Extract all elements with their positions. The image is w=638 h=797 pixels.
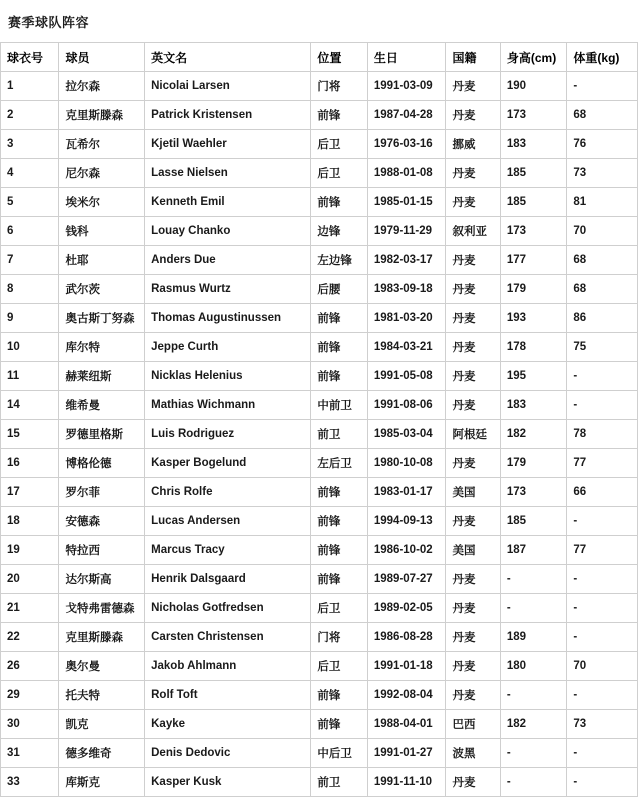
cell-birthday: 1992-08-04 [367,681,446,710]
cell-player: 瓦希尔 [59,130,145,159]
cell-height: - [500,594,567,623]
cell-player: 杜耶 [59,246,145,275]
cell-position: 后卫 [311,130,367,159]
cell-weight: 86 [567,304,638,333]
cell-english-name: Rasmus Wurtz [145,275,311,304]
cell-height: 183 [500,130,567,159]
column-header-english-name: 英文名 [145,43,311,72]
cell-height: 185 [500,507,567,536]
cell-position: 前锋 [311,710,367,739]
column-header-nationality: 国籍 [446,43,500,72]
cell-jersey: 5 [1,188,59,217]
cell-birthday: 1988-01-08 [367,159,446,188]
cell-player: 赫莱纽斯 [59,362,145,391]
cell-height: 190 [500,72,567,101]
cell-position: 前锋 [311,565,367,594]
cell-nationality: 丹麦 [446,333,500,362]
cell-player: 戈特弗雷德森 [59,594,145,623]
cell-position: 左边锋 [311,246,367,275]
cell-player: 达尔斯高 [59,565,145,594]
column-header-height: 身高(cm) [500,43,567,72]
cell-jersey: 10 [1,333,59,362]
cell-nationality: 丹麦 [446,681,500,710]
cell-birthday: 1987-04-28 [367,101,446,130]
column-header-birthday: 生日 [367,43,446,72]
cell-nationality: 叙利亚 [446,217,500,246]
table-row [1,420,638,449]
cell-jersey: 2 [1,101,59,130]
table-row [1,246,638,275]
cell-birthday: 1984-03-21 [367,333,446,362]
cell-position: 前锋 [311,304,367,333]
cell-weight: - [567,72,638,101]
cell-birthday: 1994-09-13 [367,507,446,536]
cell-english-name: Lasse Nielsen [145,159,311,188]
cell-position: 前锋 [311,333,367,362]
cell-english-name: Patrick Kristensen [145,101,311,130]
cell-birthday: 1983-01-17 [367,478,446,507]
cell-height: 177 [500,246,567,275]
cell-player: 德多维奇 [59,739,145,768]
cell-jersey: 8 [1,275,59,304]
cell-weight: - [567,739,638,768]
cell-nationality: 丹麦 [446,246,500,275]
cell-player: 克里斯滕森 [59,101,145,130]
cell-jersey: 1 [1,72,59,101]
cell-birthday: 1989-07-27 [367,565,446,594]
table-header [1,43,638,72]
cell-weight: 70 [567,217,638,246]
cell-birthday: 1986-08-28 [367,623,446,652]
cell-position: 门将 [311,623,367,652]
cell-weight: 73 [567,159,638,188]
cell-position: 前卫 [311,420,367,449]
cell-position: 前锋 [311,101,367,130]
cell-english-name: Kenneth Emil [145,188,311,217]
cell-player: 尼尔森 [59,159,145,188]
table-row [1,507,638,536]
cell-height: 173 [500,217,567,246]
cell-birthday: 1980-10-08 [367,449,446,478]
cell-english-name: Kasper Bogelund [145,449,311,478]
cell-nationality: 丹麦 [446,391,500,420]
cell-jersey: 14 [1,391,59,420]
cell-english-name: Rolf Toft [145,681,311,710]
cell-height: - [500,768,567,797]
cell-weight: - [567,681,638,710]
cell-height: 173 [500,478,567,507]
cell-jersey: 22 [1,623,59,652]
cell-position: 后卫 [311,159,367,188]
cell-height: 179 [500,275,567,304]
cell-jersey: 31 [1,739,59,768]
cell-height: - [500,681,567,710]
cell-nationality: 挪威 [446,130,500,159]
cell-english-name: Kjetil Waehler [145,130,311,159]
cell-position: 前锋 [311,536,367,565]
cell-position: 前锋 [311,507,367,536]
table-row [1,623,638,652]
cell-height: - [500,565,567,594]
cell-weight: 75 [567,333,638,362]
cell-height: 180 [500,652,567,681]
cell-jersey: 18 [1,507,59,536]
cell-jersey: 21 [1,594,59,623]
cell-jersey: 20 [1,565,59,594]
cell-nationality: 丹麦 [446,101,500,130]
cell-position: 后腰 [311,275,367,304]
cell-nationality: 丹麦 [446,159,500,188]
cell-position: 后卫 [311,652,367,681]
cell-jersey: 4 [1,159,59,188]
cell-birthday: 1985-03-04 [367,420,446,449]
cell-jersey: 16 [1,449,59,478]
table-row [1,275,638,304]
cell-player: 库尔特 [59,333,145,362]
cell-jersey: 7 [1,246,59,275]
cell-weight: 73 [567,710,638,739]
cell-english-name: Carsten Christensen [145,623,311,652]
cell-jersey: 29 [1,681,59,710]
cell-nationality: 丹麦 [446,72,500,101]
cell-weight: 77 [567,536,638,565]
column-header-position: 位置 [311,43,367,72]
cell-weight: 77 [567,449,638,478]
cell-height: 179 [500,449,567,478]
cell-jersey: 17 [1,478,59,507]
cell-position: 前锋 [311,362,367,391]
cell-birthday: 1982-03-17 [367,246,446,275]
table-row [1,478,638,507]
cell-english-name: Chris Rolfe [145,478,311,507]
cell-height: 183 [500,391,567,420]
cell-birthday: 1976-03-16 [367,130,446,159]
table-row [1,72,638,101]
cell-nationality: 丹麦 [446,623,500,652]
cell-english-name: Mathias Wichmann [145,391,311,420]
column-header-jersey: 球衣号 [1,43,59,72]
cell-player: 维希曼 [59,391,145,420]
cell-height: 187 [500,536,567,565]
cell-height: - [500,739,567,768]
cell-birthday: 1991-05-08 [367,362,446,391]
cell-player: 托夫特 [59,681,145,710]
cell-jersey: 15 [1,420,59,449]
cell-player: 钱科 [59,217,145,246]
cell-height: 185 [500,188,567,217]
cell-position: 前锋 [311,478,367,507]
cell-nationality: 丹麦 [446,275,500,304]
cell-nationality: 波黑 [446,739,500,768]
cell-birthday: 1991-11-10 [367,768,446,797]
cell-english-name: Nicholas Gotfredsen [145,594,311,623]
cell-position: 后卫 [311,594,367,623]
cell-player: 奥尔曼 [59,652,145,681]
cell-jersey: 3 [1,130,59,159]
cell-birthday: 1991-03-09 [367,72,446,101]
cell-player: 博格伦德 [59,449,145,478]
cell-english-name: Anders Due [145,246,311,275]
cell-player: 埃米尔 [59,188,145,217]
cell-english-name: Denis Dedovic [145,739,311,768]
cell-birthday: 1991-08-06 [367,391,446,420]
cell-weight: 68 [567,101,638,130]
cell-english-name: Luis Rodriguez [145,420,311,449]
cell-jersey: 26 [1,652,59,681]
cell-height: 185 [500,159,567,188]
cell-player: 库斯克 [59,768,145,797]
cell-weight: 68 [567,275,638,304]
table-row [1,362,638,391]
cell-jersey: 33 [1,768,59,797]
cell-position: 边锋 [311,217,367,246]
cell-nationality: 巴西 [446,710,500,739]
table-row [1,681,638,710]
cell-nationality: 丹麦 [446,768,500,797]
cell-english-name: Louay Chanko [145,217,311,246]
cell-english-name: Kasper Kusk [145,768,311,797]
cell-position: 中前卫 [311,391,367,420]
cell-jersey: 30 [1,710,59,739]
cell-position: 前锋 [311,681,367,710]
cell-position: 左后卫 [311,449,367,478]
cell-player: 克里斯滕森 [59,623,145,652]
roster-table [0,42,638,797]
cell-nationality: 丹麦 [446,652,500,681]
table-row [1,710,638,739]
cell-weight: 70 [567,652,638,681]
cell-english-name: Marcus Tracy [145,536,311,565]
cell-weight: - [567,623,638,652]
cell-height: 182 [500,420,567,449]
cell-player: 凯克 [59,710,145,739]
cell-birthday: 1988-04-01 [367,710,446,739]
cell-birthday: 1991-01-18 [367,652,446,681]
cell-height: 173 [500,101,567,130]
cell-weight: 68 [567,246,638,275]
cell-height: 195 [500,362,567,391]
table-row [1,130,638,159]
table-row [1,739,638,768]
cell-weight: 76 [567,130,638,159]
cell-position: 门将 [311,72,367,101]
table-row [1,333,638,362]
column-header-player: 球员 [59,43,145,72]
cell-nationality: 丹麦 [446,507,500,536]
cell-player: 罗德里格斯 [59,420,145,449]
cell-jersey: 9 [1,304,59,333]
cell-height: 178 [500,333,567,362]
cell-player: 安德森 [59,507,145,536]
cell-birthday: 1981-03-20 [367,304,446,333]
cell-player: 拉尔森 [59,72,145,101]
cell-player: 武尔茨 [59,275,145,304]
table-row [1,565,638,594]
cell-height: 182 [500,710,567,739]
cell-jersey: 11 [1,362,59,391]
cell-nationality: 丹麦 [446,565,500,594]
cell-nationality: 丹麦 [446,188,500,217]
cell-weight: 78 [567,420,638,449]
table-row [1,391,638,420]
cell-weight: 81 [567,188,638,217]
column-header-weight: 体重(kg) [567,43,638,72]
cell-english-name: Kayke [145,710,311,739]
cell-weight: - [567,507,638,536]
cell-player: 罗尔菲 [59,478,145,507]
table-row [1,594,638,623]
table-row [1,101,638,130]
table-body [1,72,638,797]
table-row [1,304,638,333]
cell-birthday: 1983-09-18 [367,275,446,304]
cell-english-name: Jeppe Curth [145,333,311,362]
cell-player: 奥古斯丁努森 [59,304,145,333]
cell-english-name: Nicolai Larsen [145,72,311,101]
cell-english-name: Nicklas Helenius [145,362,311,391]
page-title: 赛季球队阵容 [8,15,90,30]
table-row [1,536,638,565]
cell-position: 中后卫 [311,739,367,768]
cell-weight: - [567,565,638,594]
cell-nationality: 美国 [446,478,500,507]
cell-english-name: Jakob Ahlmann [145,652,311,681]
cell-english-name: Thomas Augustinussen [145,304,311,333]
table-row [1,188,638,217]
cell-position: 前锋 [311,188,367,217]
table-row [1,768,638,797]
cell-height: 193 [500,304,567,333]
cell-nationality: 美国 [446,536,500,565]
cell-nationality: 阿根廷 [446,420,500,449]
cell-position: 前卫 [311,768,367,797]
cell-birthday: 1991-01-27 [367,739,446,768]
table-header-row [1,43,638,72]
table-row [1,449,638,478]
cell-english-name: Lucas Andersen [145,507,311,536]
cell-birthday: 1986-10-02 [367,536,446,565]
cell-birthday: 1985-01-15 [367,188,446,217]
table-row [1,652,638,681]
cell-weight: - [567,362,638,391]
cell-weight: 66 [567,478,638,507]
cell-jersey: 19 [1,536,59,565]
cell-english-name: Henrik Dalsgaard [145,565,311,594]
cell-height: 189 [500,623,567,652]
cell-nationality: 丹麦 [446,304,500,333]
cell-birthday: 1989-02-05 [367,594,446,623]
table-row [1,159,638,188]
table-row [1,217,638,246]
cell-nationality: 丹麦 [446,362,500,391]
cell-player: 特拉西 [59,536,145,565]
cell-weight: - [567,391,638,420]
cell-nationality: 丹麦 [446,449,500,478]
cell-birthday: 1979-11-29 [367,217,446,246]
cell-weight: - [567,768,638,797]
cell-nationality: 丹麦 [446,594,500,623]
cell-weight: - [567,594,638,623]
cell-jersey: 6 [1,217,59,246]
